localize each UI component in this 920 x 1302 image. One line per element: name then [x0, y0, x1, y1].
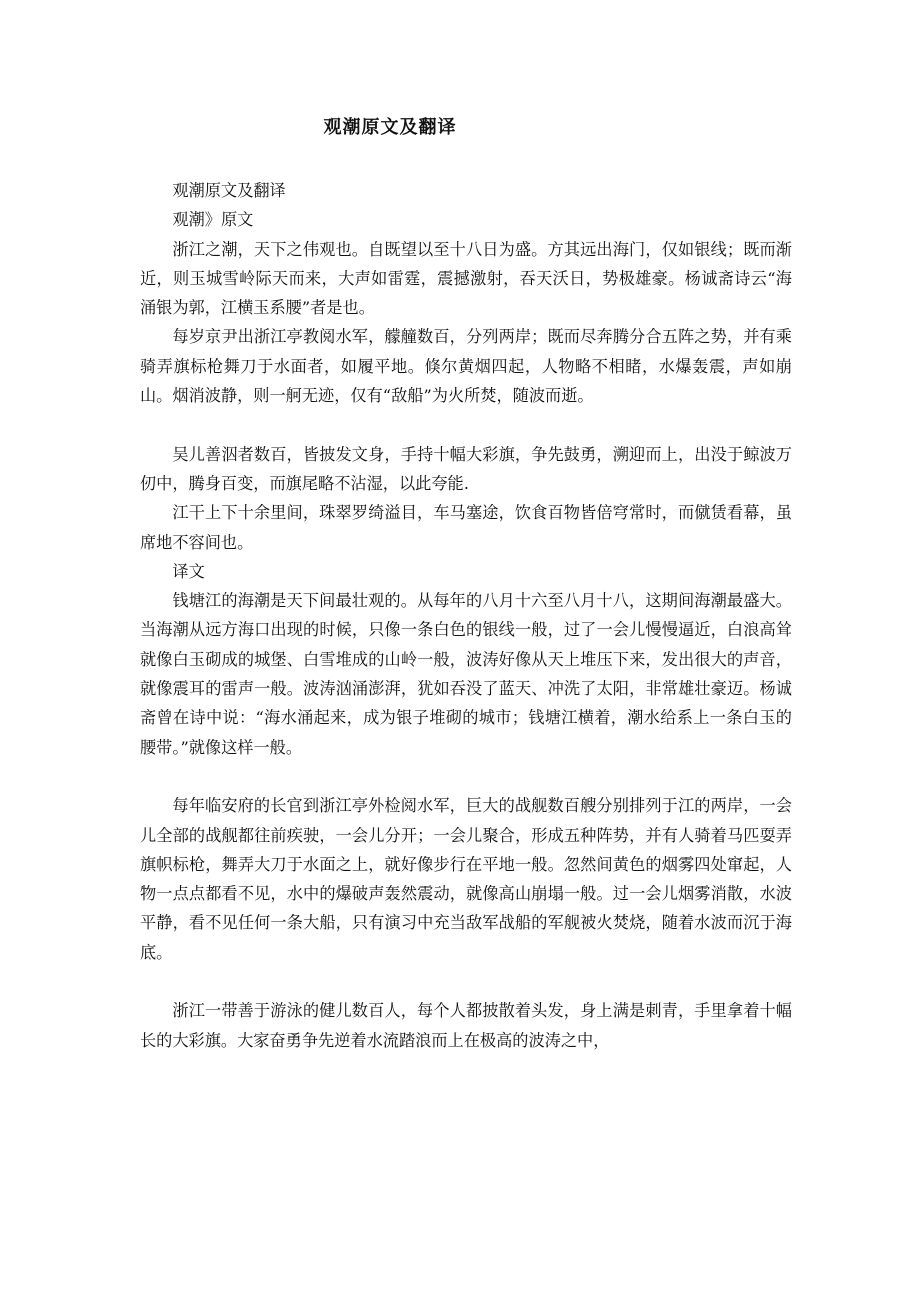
- paragraph-original-2: 每岁京尹出浙江亭教阅水军，艨艟数百，分列两岸；既而尽奔腾分合五阵之势，并有乘骑弄旗标枪舞刀于水面者，如履平地。倏尔黄烟四起，人物略不相睹，水爆轰震，声如崩山。烟消波静，则一舸无迹，仅有“敌船”为火所焚，随波而逝。: [140, 327, 792, 406]
- blank-line: [140, 967, 792, 996]
- document-body: [140, 176, 792, 1055]
- paragraph-heading-original: 观潮》原文: [172, 210, 254, 230]
- paragraph-original-3: 吴儿善泅者数百，皆披发文身，手持十幅大彩旗，争先鼓勇，溯迎而上，出没于鲸波万仞中，腾身百变，而旗尾略不沾湿，以此夸能.: [140, 444, 792, 493]
- blank-line: [140, 762, 792, 791]
- paragraph-original-1: 浙江之潮，天下之伟观也。自既望以至十八日为盛。方其远出海门，仅如银线；既而渐近，则玉城雪岭际天而来，大声如雷霆，震撼激射，吞天沃日，势极雄豪。杨诚斋诗云“海涌银为郭，江横玉系腰”者是也。: [140, 239, 792, 318]
- paragraph-translation-2: 每年临安府的长官到浙江亭外检阅水军，巨大的战舰数百艘分别排列于江的两岸，一会儿全部的战舰都往前疾驶，一会儿分开；一会儿聚合，形成五种阵势，并有人骑着马匹耍弄旗帜标枪，舞弄大刀于水面之上，就好像步行在平地一般。忽然间黄色的烟雾四处窜起，人物一点点都看不见，水中的爆破声轰然震动，就像高山崩塌一般。过一会儿烟雾消散，水波平静，看不见任何一条大船，只有演习中充当敌军战船的军舰被火焚烧，随着水波而沉于海底。: [140, 796, 792, 962]
- paragraph-heading-translation: 译文: [172, 561, 205, 581]
- document-title: 观潮原文及翻译: [323, 117, 457, 138]
- paragraph-translation-1: 钱塘江的海潮是天下间最壮观的。从每年的八月十六至八月十八，这期间海潮最盛大。当海潮从远方海口出现的时候，只像一条白色的银线一般，过了一会儿慢慢逼近，白浪高耸就像白玉砌成的城堡、白雪堆成的山岭一般，波涛好像从天上堆压下来，发出很大的声音，就像震耳的雷声一般。波涛汹涌澎湃，犹如吞没了蓝天、冲洗了太阳，非常雄壮豪迈。杨诚斋曾在诗中说：“海水涌起来，成为银子堆砌的城市；钱塘江横着，潮水给系上一条白玉的腰带。”就像这样一般。: [140, 591, 792, 757]
- paragraph-translation-3: 浙江一带善于游泳的健儿数百人，每个人都披散着头发，身上满是刺青，手里拿着十幅长的大彩旗。大家奋勇争先逆着水流踏浪而上在极高的波涛之中，: [140, 1001, 792, 1050]
- blank-line: [140, 410, 792, 439]
- paragraph-heading-1: 观潮原文及翻译: [172, 181, 286, 200]
- paragraph-original-4: 江干上下十余里间，珠翠罗绮溢目，车马塞途，饮食百物皆倍穹常时，而僦赁看幕，虽席地不容间也。: [140, 503, 792, 552]
